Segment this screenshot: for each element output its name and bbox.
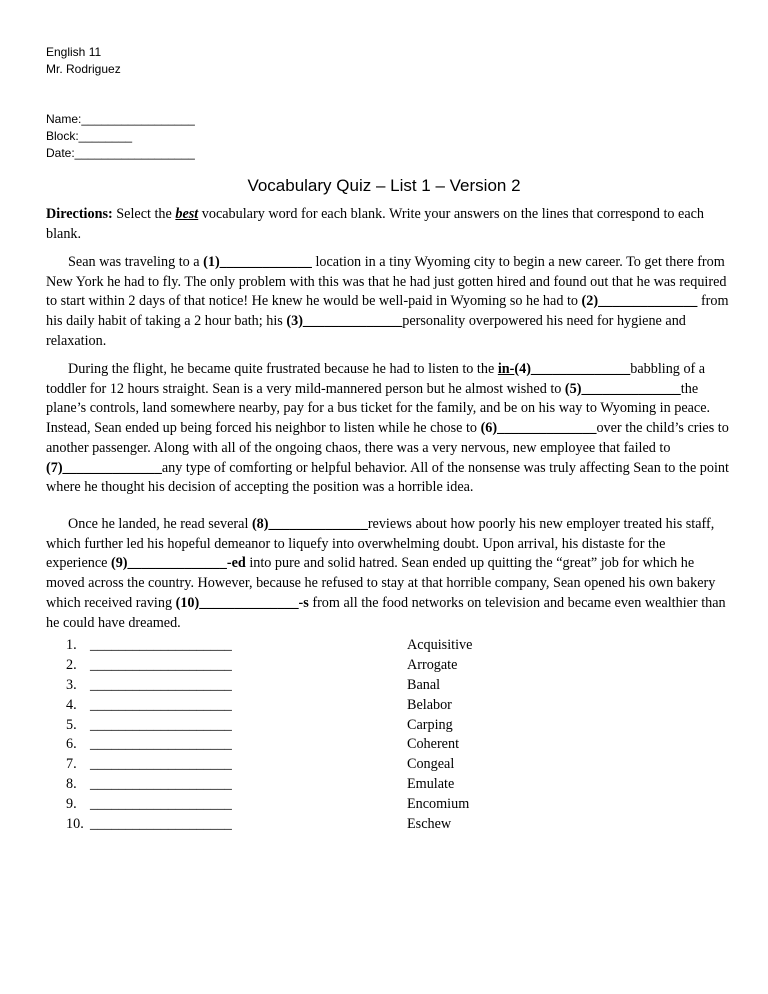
directions-emphasis: best [175,206,199,222]
quiz-title: Vocabulary Quiz – List 1 – Version 2 [247,176,521,195]
block-field: Block:________ [46,129,133,143]
word-bank-item: Acquisitive [407,637,473,653]
answer-blank: (9)______________-ed [110,555,246,572]
story-text: babbling of a toddler for 12 hours straight. Sean is a very mild-mannered person but he almost wished to [46,361,706,397]
answer-underline[interactable]: ____________________ [90,676,232,693]
directions-pre: Select the [112,206,176,222]
paragraph-3 [46,515,730,633]
answer-line[interactable] [66,716,232,736]
answer-underline[interactable]: ____________________ [90,696,232,713]
answer-line[interactable] [66,696,232,716]
answer-blank: (8)______________ [251,516,368,532]
word-bank-item: Carping [407,716,453,733]
story-text: location in a tiny Wyoming city to begin a new career. To get there from New York he had to fly. The only problem with this was that he had just gotten hired and found out that he was required to start within 2 days of that notice! He knew he would be well-paid in Wyoming so he had to [46,254,727,310]
answer-line[interactable] [66,676,232,696]
word-bank [407,636,472,835]
answer-underline[interactable]: ____________________ [90,637,232,653]
answer-line[interactable] [66,815,232,835]
word-bank-item: Encomium [407,796,470,813]
answer-number: 4. [66,696,77,713]
answer-blank: (3)______________ [286,313,403,330]
name-field: Name:_________________ [46,112,195,126]
answer-number: 6. [66,736,77,753]
teacher-name: Mr. Rodriguez [46,62,121,76]
answer-line[interactable] [66,775,232,795]
story-text: Sean was traveling to a [68,254,204,270]
answer-number: 10. [66,816,84,833]
story-text: reviews about how poorly his new employer treated his staff, which further led his hopeful demeanor to liquefy into overwhelming doubt. Upon arrival, his distaste for the experience [46,516,715,572]
answer-line[interactable] [66,755,232,775]
answer-blank: (1)_____________ [203,254,312,270]
answer-number: 3. [66,676,77,693]
answer-blank: (7)______________ [46,459,162,476]
prefix-text: in- [497,361,515,377]
answer-underline[interactable]: ____________________ [90,776,232,793]
answer-line[interactable] [66,735,232,755]
answer-underline[interactable]: ____________________ [90,736,232,753]
story-text: Once he landed, he read several [68,516,252,532]
answer-underline[interactable]: ____________________ [90,816,232,833]
answer-underline[interactable]: ____________________ [90,656,232,673]
answer-number: 2. [66,656,77,673]
word-bank-item: Emulate [407,776,455,793]
answer-underline[interactable]: ____________________ [90,796,232,813]
directions-post: vocabulary word for each blank. Write your answers on the lines that correspond to each blank. [46,206,705,242]
answer-blank: (10)______________-s [175,594,309,611]
story-text: During the flight, he became quite frustrated because he had to listen to the [68,361,498,377]
story-text: the plane’s controls, land somewhere nearby, pay for a bus ticket for the family, and be on his way to Wyoming in peace. Instead, Sean ended up being forced his neighbor to listen while he chose to [46,380,711,437]
story-text: over the child’s cries to another passenger. Along with all of the ongoing chaos, there was a very nervous, new employee that failed to [46,420,729,456]
answer-line[interactable] [66,656,232,676]
paragraph-1 [46,253,730,352]
answer-line[interactable] [66,636,232,656]
answer-blank: (5)______________ [564,380,681,397]
paragraph-2 [46,360,730,498]
word-bank-item: Coherent [407,736,460,753]
word-bank-item: Arrogate [407,656,458,673]
word-bank-item: Congeal [407,756,455,773]
answer-number: 8. [66,776,77,793]
word-bank-item: Eschew [407,816,452,833]
directions [46,205,730,244]
answer-number: 9. [66,796,77,813]
course-name: English 11 [46,45,102,59]
story-text: personality overpowered his need for hygiene and relaxation. [46,313,686,349]
answer-number: 1. [66,637,77,653]
answer-blank: (2)______________ [581,293,698,310]
answer-blank: (4)______________ [514,361,631,377]
answer-lines [66,636,232,835]
answer-line[interactable] [66,795,232,815]
answer-number: 7. [66,756,77,773]
answer-underline[interactable]: ____________________ [90,716,232,733]
story-text: from his daily habit of taking a 2 hour bath; his [46,293,729,330]
answer-underline[interactable]: ____________________ [90,756,232,773]
story-text: any type of comforting or helpful behavior. All of the nonsense was truly affecting Sean to the point where he thought his decision of accepting the position was a horrible idea. [46,459,729,496]
story-text: from all the food networks on television and became even wealthier than he could have dreamed. [46,594,726,631]
date-field: Date:__________________ [46,146,195,160]
answer-blank: (6)______________ [480,420,597,437]
directions-label: Directions: [46,206,113,222]
story-text: into pure and solid hatred. Sean ended up quitting the “great” job for which he moved across the country. However, because he refused to stay at that horrible company, Sean opened his own bakery which received raving [46,555,716,611]
word-bank-item: Belabor [407,696,452,713]
word-bank-item: Banal [407,676,441,693]
answer-number: 5. [66,716,77,733]
